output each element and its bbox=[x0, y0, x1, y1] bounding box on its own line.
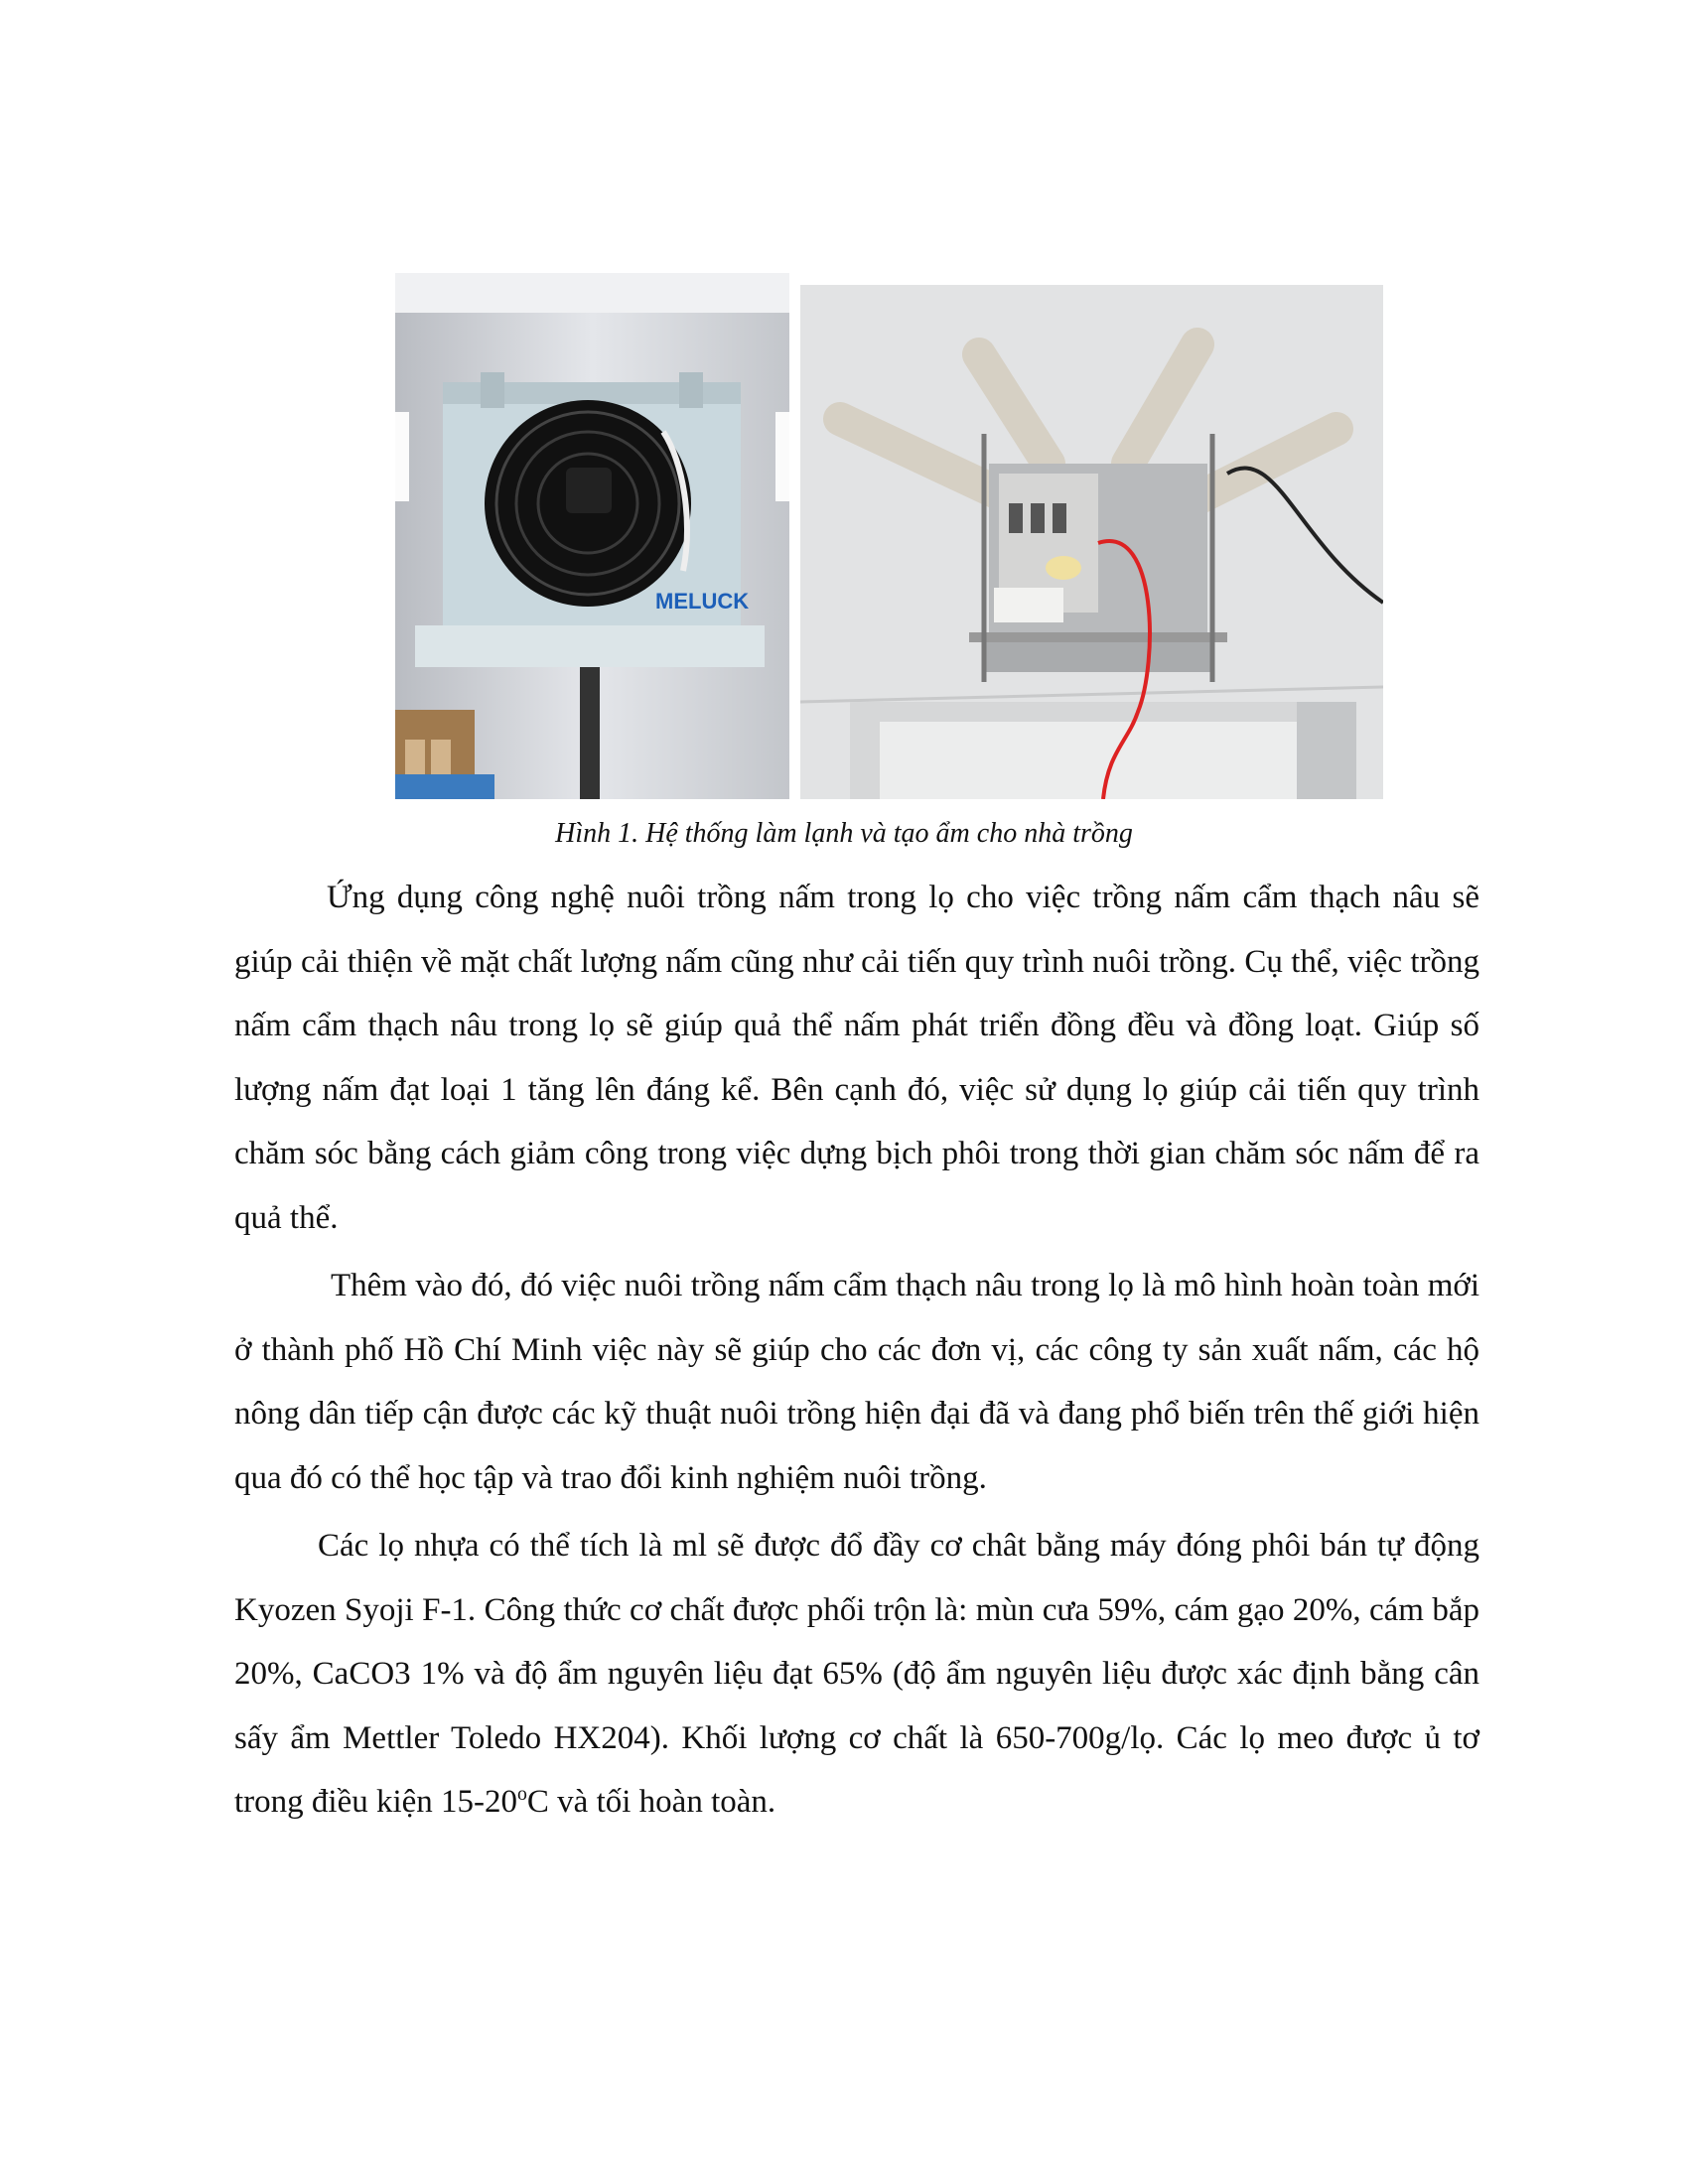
body-text bbox=[234, 866, 1479, 1839]
paragraph-3-tail: C và tối hoàn toàn. bbox=[526, 1784, 776, 1820]
paragraph-3-main: Các lọ nhựa có thể tích là ml sẽ được đổ đầy cơ chât bằng máy đóng phôi bán tự động Kyozen Syoji F-1. Công thức cơ chất được phối trộn là: mùn cưa 59%, cám gạo 20%, cám bắp 20%, CaCO3 1% và độ ẩm nguyên liệu đạt 65% (độ ẩm nguyên liệu được xác định bằng cân sấy ẩm Mettler Toledo HX204). Khối lượng cơ chất là 650-700g/lọ. Các lọ meo được ủ tơ trong điều kiện 15-20 bbox=[234, 1528, 1479, 1820]
degree-superscript: o bbox=[517, 1783, 527, 1805]
paragraph-3 bbox=[234, 1514, 1479, 1835]
figure-caption: Hình 1. Hệ thống làm lạnh và tạo ẩm cho nhà trồng bbox=[555, 818, 1133, 849]
humidifier-photo bbox=[800, 285, 1383, 799]
brand-label: MELUCK bbox=[655, 589, 750, 614]
cooling-unit-photo bbox=[395, 273, 789, 799]
paragraph-1: Ứng dụng công nghệ nuôi trồng nấm trong lọ cho việc trồng nấm cẩm thạch nâu sẽ giúp cải thiện về mặt chất lượng nấm cũng như cải tiến quy trình nuôi trồng. Cụ thể, việc trồng nấm cẩm thạch nâu trong lọ sẽ giúp quả thể nấm phát triển đồng đều và đồng loạt. Giúp số lượng nấm đạt loại 1 tăng lên đáng kể. Bên cạnh đó, việc sử dụng lọ giúp cải tiến quy trình chăm sóc bằng cách giảm công trong việc dựng bịch phôi trong thời gian chăm sóc nấm để ra quả thể. bbox=[234, 880, 1479, 1236]
paragraph-2: Thêm vào đó, đó việc nuôi trồng nấm cẩm thạch nâu trong lọ là mô hình hoàn toàn mới ở thành phố Hồ Chí Minh việc này sẽ giúp cho các đơn vị, các công ty sản xuất nấm, các hộ nông dân tiếp cận được các kỹ thuật nuôi trồng hiện đại đã và đang phổ biến trên thế giới hiện qua đó có thể học tập và trao đổi kinh nghiệm nuôi trồng. bbox=[234, 1268, 1479, 1496]
